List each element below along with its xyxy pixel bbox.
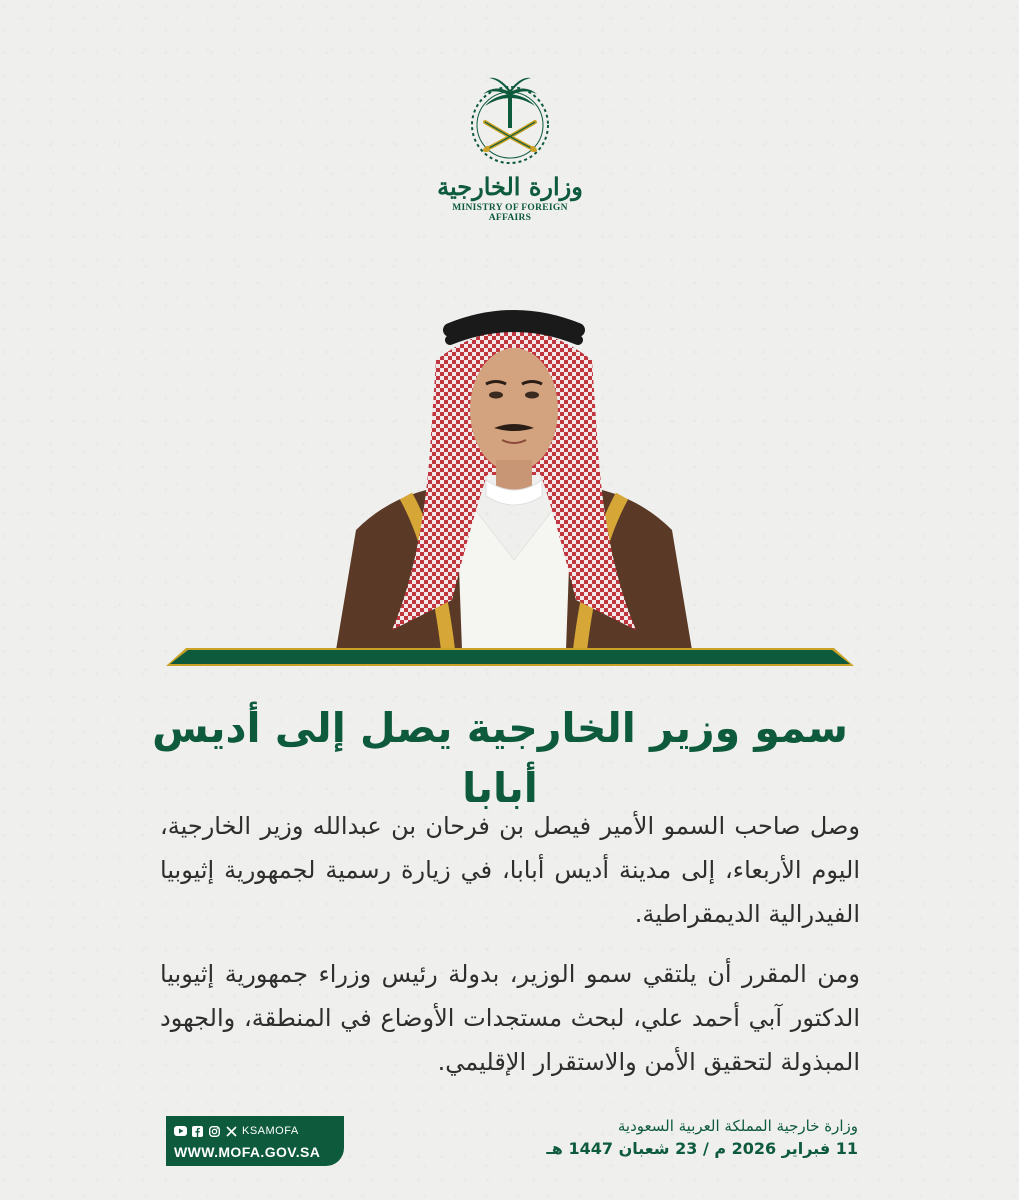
social-handle[interactable]: KSAMOFA <box>242 1125 299 1137</box>
social-footer <box>166 1116 344 1166</box>
publication-date: 11 فبراير 2026 م / 23 شعبان 1447 هـ <box>546 1139 858 1158</box>
youtube-icon[interactable] <box>174 1125 187 1138</box>
social-row <box>174 1123 299 1139</box>
page-title: سمو وزير الخارجية يصل إلى أديس أبابا <box>152 704 848 812</box>
publication-info <box>520 1116 858 1162</box>
minister-portrait <box>336 300 692 650</box>
body-paragraph-1: وصل صاحب السمو الأمير فيصل بن فرحان بن عبدالله وزير الخارجية، اليوم الأربعاء، إلى مدينة أديس أبابا، في زيارة رسمية لجمهورية إثيوبيا الفيدرالية الديمقراطية. <box>160 812 860 928</box>
ministry-logo <box>430 70 590 230</box>
x-icon[interactable] <box>225 1125 238 1138</box>
website-link[interactable]: WWW.MOFA.GOV.SA <box>174 1144 321 1160</box>
logo-arabic-name: وزارة الخارجية <box>437 172 583 201</box>
instagram-icon[interactable] <box>208 1125 221 1138</box>
body-paragraph-2: ومن المقرر أن يلتقي سمو الوزير، بدولة رئيس وزراء جمهورية إثيوبيا الدكتور آبي أحمد علي، لبحث مستجدات الأوضاع في المنطقة، والجهود المبذولة لتحقيق الأمن والاستقرار الإقليمي. <box>160 960 860 1076</box>
logo-english-name: MINISTRY OF FOREIGN AFFAIRS <box>452 203 568 223</box>
organization-name: وزارة خارجية المملكة العربية السعودية <box>617 1117 858 1135</box>
saudi-emblem-icon <box>465 70 555 170</box>
headline-banner <box>166 648 854 666</box>
facebook-icon[interactable] <box>191 1125 204 1138</box>
